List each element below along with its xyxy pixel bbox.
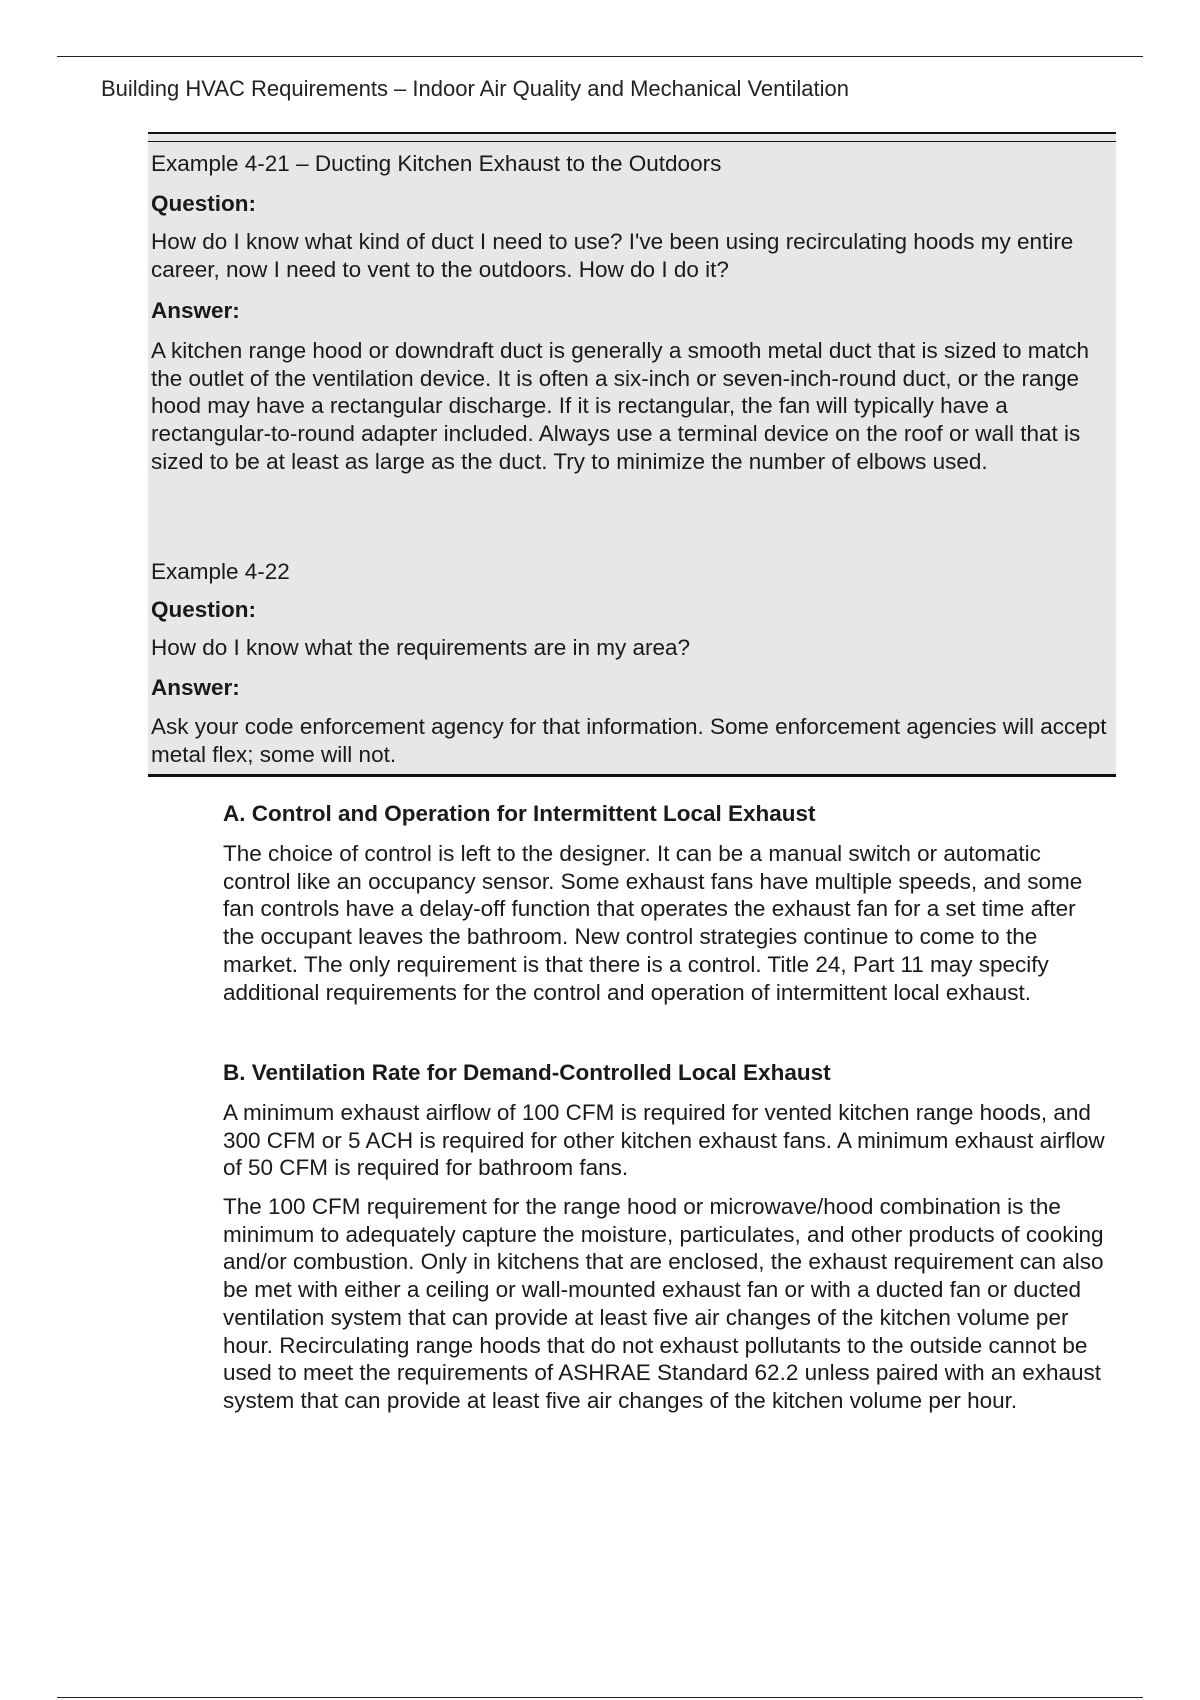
example-1-answer: A kitchen range hood or downdraft duct is generally a smooth metal duct that is sized to match the outlet of the ventilation device. It is often a six-inch or seven-inch-round duct, or the range hood may have a rectangular discharge. If it is rectangular, the fan will typically have a rectangular-to-round adapter included. Always use a terminal device on the roof or wall that is sized to be at least as large as the duct. Try to minimize the number of elbows used. — [151, 338, 1090, 474]
example-2-answer: Ask your code enforcement agency for that information. Some enforcement agencies will accept metal flex; some will not. — [151, 714, 1107, 767]
running-header: Building HVAC Requirements – Indoor Air Quality and Mechanical Ventilation — [101, 76, 849, 101]
example-1-answer-label: Answer: — [151, 298, 240, 323]
example-1-question: How do I know what kind of duct I need to use? I've been using recirculating hoods my entire career, now I need to vent to the outdoors. How do I do it? — [151, 229, 1074, 282]
footer-rule — [57, 1697, 1143, 1698]
example-1-title: Example 4-21 – Ducting Kitchen Exhaust to the Outdoors — [151, 151, 722, 176]
section-a-heading: A. Control and Operation for Intermittent Local Exhaust — [223, 801, 816, 826]
section-b-paragraph-1: A minimum exhaust airflow of 100 CFM is required for vented kitchen range hoods, and 300 CFM or 5 ACH is required for other kitchen exhaust fans. A minimum exhaust airflow of 50 CFM is required for bathroom fans. — [223, 1100, 1105, 1181]
example-box-double-rule — [148, 141, 1116, 142]
example-2-question-label: Question: — [151, 597, 256, 622]
example-1-question-label: Question: — [151, 191, 256, 216]
section-a-paragraph-1: The choice of control is left to the designer. It can be a manual switch or automatic control like an occupancy sensor. Some exhaust fans have multiple speeds, and some fan controls have a delay-off function that operates the exhaust fan for a set time after the occupant leaves the bathroom. New control strategies continue to come to the market. The only requirement is that there is a control. Title 24, Part 11 may specify additional requirements for the control and operation of intermittent local exhaust. — [223, 841, 1083, 1005]
example-2-answer-label: Answer: — [151, 675, 240, 700]
example-2-title: Example 4-22 — [151, 559, 290, 584]
section-b-paragraph-2: The 100 CFM requirement for the range hood or microwave/hood combination is the minimum to adequately capture the moisture, particulates, and other products of cooking and/or combustion. Only in kitchens that are enclosed, the exhaust requirement can also be met with either a ceiling or wall-mounted exhaust fan or with a ducted fan or ducted ventilation system that can provide at least five air changes of the kitchen volume per hour. Recirculating range hoods that do not exhaust pollutants to the outside cannot be used to meet the requirements of ASHRAE Standard 62.2 unless paired with an exhaust system that can provide at least five air changes of the kitchen volume per hour. — [223, 1194, 1104, 1413]
example-box — [148, 132, 1116, 777]
header-rule — [57, 56, 1143, 57]
example-2-question: How do I know what the requirements are in my area? — [151, 635, 691, 660]
section-b-heading: B. Ventilation Rate for Demand-Controlled Local Exhaust — [223, 1060, 831, 1085]
